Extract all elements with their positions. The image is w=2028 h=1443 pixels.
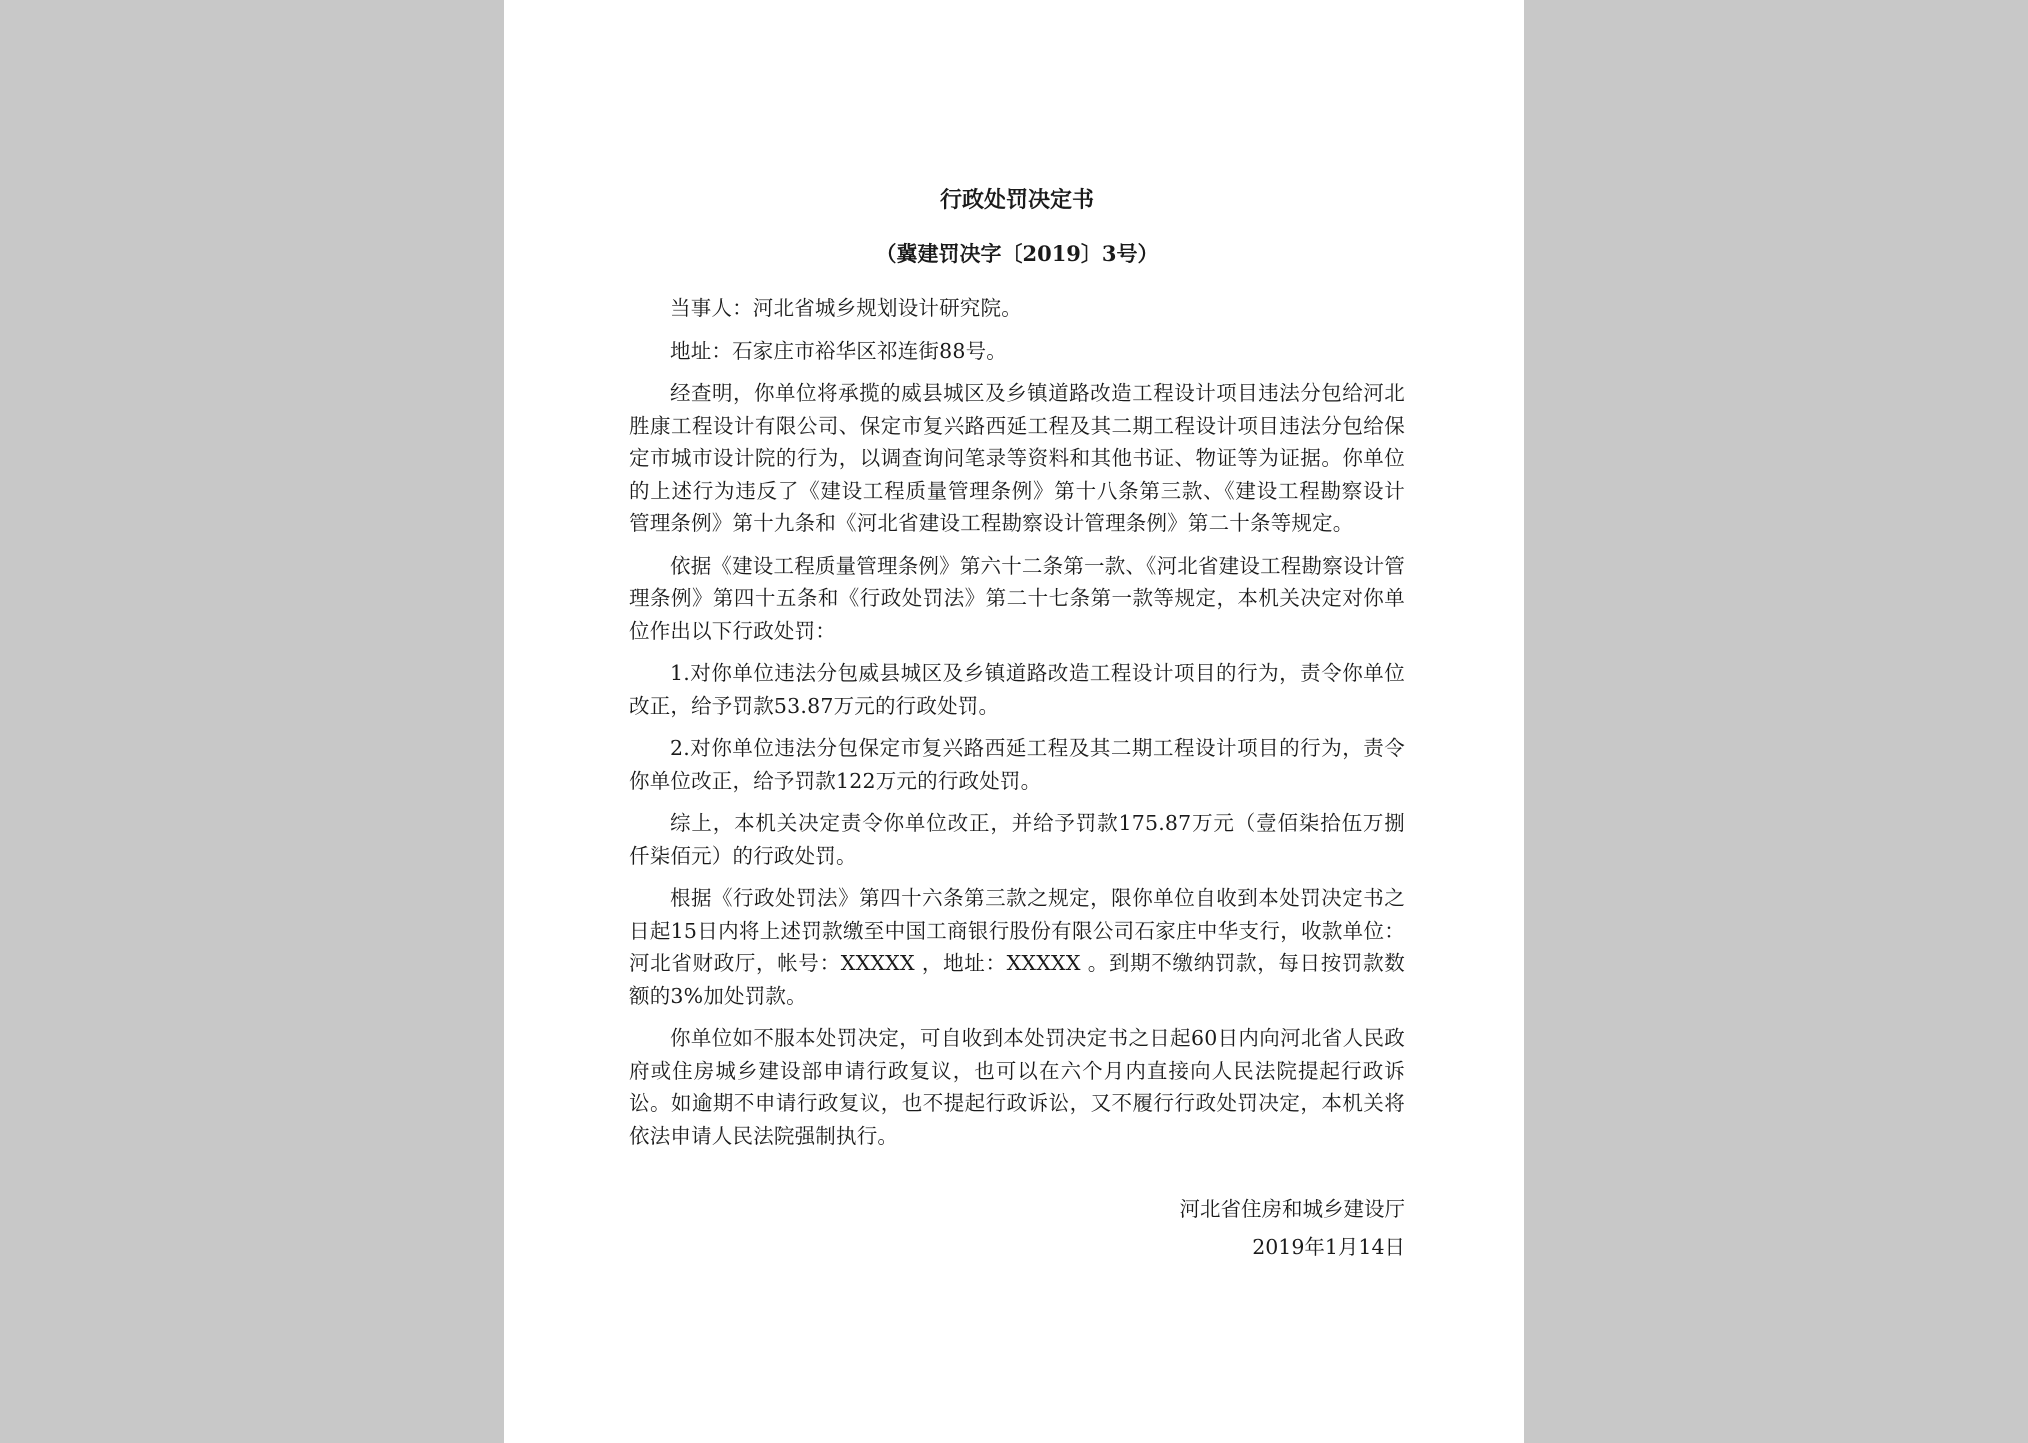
summary-paragraph: 综上，本机关决定责令你单位改正，并给予罚款175.87万元（壹佰柒拾伍万捌仟柒佰元）的行政处罚。 (629, 811, 1405, 868)
legal-basis-paragraph: 依据《建设工程质量管理条例》第六十二条第一款、《河北省建设工程勘察设计管理条例》第四十五条和《行政处罚法》第二十七条第一款等规定，本机关决定对你单位作出以下行政处罚： (629, 553, 1405, 643)
document-page (504, 0, 1524, 1443)
issue-date: 2019年1月14日 (1252, 1235, 1405, 1259)
address-paragraph: 地址：石家庄市裕华区祁连街88号。 (670, 338, 1007, 363)
payment-paragraph: 根据《行政处罚法》第四十六条第三款之规定，限你单位自收到本处罚决定书之日起15日内将上述罚款缴至中国工商银行股份有限公司石家庄中华支行，收款单位：河北省财政厅，帐号：XXXXX ，地址：XXXXX 。到期不缴纳罚款，每日按罚款数额的3%加处罚款。 (629, 886, 1405, 1008)
party-paragraph: 当事人：河北省城乡规划设计研究院。 (670, 296, 1022, 320)
findings-paragraph: 经查明，你单位将承揽的威县城区及乡镇道路改造工程设计项目违法分包给河北胜康工程设计有限公司、保定市复兴路西延工程及其二期工程设计项目违法分包给保定市城市设计院的行为，以调查询问笔录等资料和其他书证、物证等为证据。你单位的上述行为违反了《建设工程质量管理条例》第十八条第三款、《建设工程勘察设计管理条例》第十九条和《河北省建设工程勘察设计管理条例》第二十条等规定。 (629, 381, 1405, 535)
penalty-item-1: 1.对你单位违法分包威县城区及乡镇道路改造工程设计项目的行为，责令你单位改正，给予罚款53.87万元的行政处罚。 (629, 661, 1405, 718)
penalty-item-2: 2.对你单位违法分包保定市复兴路西延工程及其二期工程设计项目的行为，责令你单位改正，给予罚款122万元的行政处罚。 (629, 736, 1405, 793)
appeal-paragraph: 你单位如不服本处罚决定，可自收到本处罚决定书之日起60日内向河北省人民政府或住房城乡建设部申请行政复议，也可以在六个月内直接向人民法院提起行政诉讼。如逾期不申请行政复议，也不提起行政诉讼，又不履行行政处罚决定，本机关将依法申请人民法院强制执行。 (629, 1026, 1405, 1148)
signature-block (629, 1190, 1405, 1266)
document-body (629, 180, 1405, 1162)
issuer-name: 河北省住房和城乡建设厅 (1179, 1197, 1405, 1221)
document-number: （冀建罚决字〔2019〕3号） (875, 241, 1159, 266)
document-title: 行政处罚决定书 (939, 187, 1094, 213)
